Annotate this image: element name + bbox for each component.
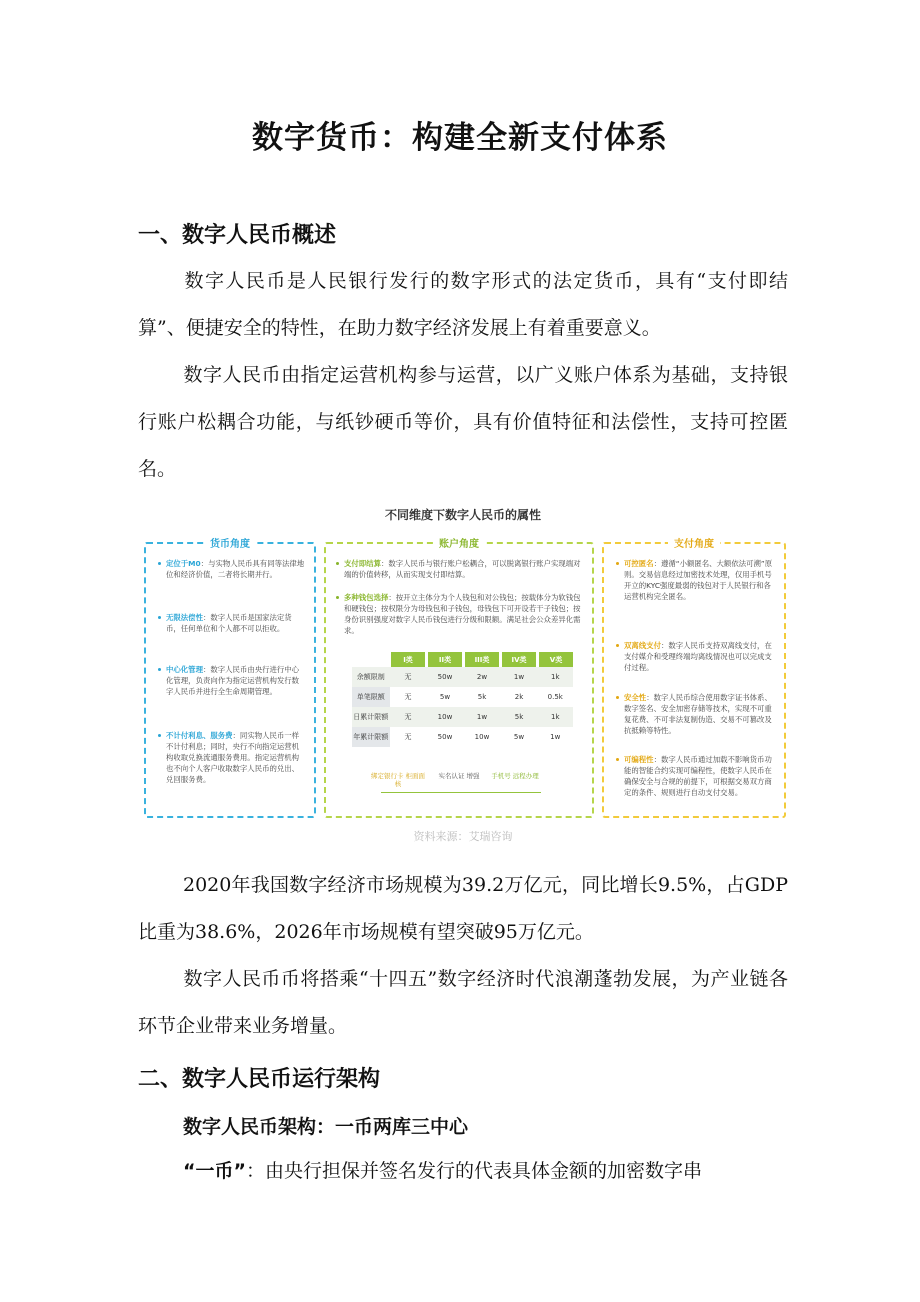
section-1-heading: 一、数字人民币概述 — [138, 223, 337, 248]
currency-perspective-panel — [144, 539, 316, 818]
table-cell: 1w — [464, 707, 501, 727]
figure-title: 不同维度下数字人民币的属性 — [384, 508, 541, 522]
table-cell: 无 — [390, 667, 427, 687]
payment-item: 安全性：数字人民币综合使用数字证书体系、数字签名、安全加密存储等技术，实现不可重复花费、不可非法复制伪造、交易不可篡改及抗抵赖等特性。 — [624, 692, 776, 736]
table-cell: 10w — [474, 733, 490, 741]
table-cell: 1k — [538, 667, 574, 687]
table-row — [352, 667, 573, 687]
table-row-header: 日累计限额 — [352, 707, 390, 727]
section-1-paragraph-2: 数字人民币由指定运营机构参与运营，以广义账户体系为基础，支持银行账户松耦合功能，与纸钞硬币等价，具有价值特征和法偿性，支持可控匿名。 — [138, 364, 788, 480]
currency-item: 无限法偿性：数字人民币是国家法定货币，任何单位和个人都不可以拒收。 — [166, 612, 306, 634]
currency-item: 定位于M0：与实物人民币具有同等法律地位和经济价值，二者将长期并行。 — [166, 558, 306, 580]
payment-item: 可控匿名：遵循“小额匿名、大额依法可溯”原则。交易信息经过加密技术处理，仅用手机号开立的KYC强度最弱的钱包对于人民银行和各运营机构完全匿名。 — [624, 558, 776, 602]
figure-source: 资料来源：艾瑞咨询 — [413, 830, 513, 843]
one-coin-term: “一币” — [183, 1160, 246, 1182]
table-cell: 2k — [514, 693, 524, 701]
section-2-paragraph-1: “一币”：由央行担保并签名发行的代表具体金额的加密数字串 — [183, 1160, 702, 1182]
legend-real-name: 实名认证 增强 — [438, 772, 480, 780]
section-2-heading: 二、数字人民币运行架构 — [138, 1067, 381, 1092]
section-1-paragraph-1: 数字人民币是人民银行发行的数字形式的法定货币，具有“支付即结算”、便捷安全的特性，在助力数字经济发展上有着重要意义。 — [138, 270, 788, 339]
table-header-row — [352, 652, 573, 667]
attributes-infographic — [138, 498, 788, 848]
table-cell: 0.5k — [547, 693, 563, 701]
market-size-paragraph: 2020年我国数字经济市场规模为39.2万亿元，同比增长9.5%，占GDP比重为38.6%，2026年市场规模有望突破95万亿元。 — [138, 874, 788, 943]
payment-item: 双离线支付：数字人民币支持双离线支付，在支付媒介和受理终端均离线情况也可以完成支付过程。 — [624, 640, 776, 673]
payment-item: 可编程性：数字人民币通过加载不影响货币功能的智能合约实现可编程性，使数字人民币在确保安全与合规的前提下，可根据交易双方商定的条件、规则进行自动支付交易。 — [624, 754, 776, 798]
table-cell: 50w — [427, 667, 464, 687]
account-item: 支付即结算：数字人民币与银行账户松耦合，可以脱离银行账户实现端对端的价值转移，从而实现支付即结算。 — [344, 558, 584, 580]
table-row — [352, 727, 573, 747]
account-perspective-panel — [324, 539, 594, 818]
section-2-subheading: 数字人民币架构：一币两库三中心 — [183, 1116, 469, 1138]
table-cell: 5k — [501, 707, 538, 727]
currency-item: 不计付利息、服务费：同实物人民币一样不计付利息；同时，央行不向指定运营机构收取兑换流通服务费用。指定运营机构也不向个人客户收取数字人民币的兑出、兑回服务费。 — [166, 730, 306, 785]
table-cell: 5k — [477, 693, 487, 701]
legend-bank-card: 绑定银行卡 柜面面核 — [370, 772, 426, 788]
table-cell: 1k — [538, 707, 574, 727]
table-cell: 无 — [390, 707, 427, 727]
table-header-cell: I类 — [390, 652, 427, 667]
currency-item: 中心化管理：数字人民币由央行进行中心化管理，负责向作为指定运营机构发行数字人民币并进行全生命周期管理。 — [166, 664, 306, 697]
table-cell: 1w — [550, 733, 561, 741]
table-header-cell: IV类 — [501, 652, 538, 667]
legend-phone: 手机号 远程办理 — [491, 772, 539, 780]
table-row-header: 年累计限额 — [352, 727, 390, 747]
table-cell: 5w — [513, 733, 525, 741]
table-row — [352, 707, 573, 727]
payment-panel-title: 支付角度 — [668, 535, 720, 550]
table-cell: 5w — [439, 693, 451, 701]
table-row-header: 余额限制 — [352, 667, 390, 687]
account-item: 多种钱包选择：按开立主体分为个人钱包和对公钱包；按载体分为软钱包和硬钱包；按权限分为母钱包和子钱包，母钱包下可开设若干子钱包；按身份识别强度对数字人民币钱包进行分级和限额。满足社会公众差异化需求。 — [344, 592, 584, 636]
fourteenth-five-year-paragraph: 数字人民币币将搭乘“十四五”数字经济时代浪潮蓬勃发展，为产业链各环节企业带来业务增量。 — [138, 968, 788, 1037]
table-cell: 无 — [404, 733, 412, 741]
table-header-cell: II类 — [427, 652, 464, 667]
table-cell: 2w — [464, 667, 501, 687]
legend-arrow-line — [381, 792, 541, 793]
page-title: 数字货币：构建全新支付体系 — [252, 120, 668, 156]
table-cell: 无 — [404, 693, 412, 701]
table-cell: 10w — [427, 707, 464, 727]
table-header-cell: V类 — [538, 652, 574, 667]
table-header-cell: III类 — [464, 652, 501, 667]
currency-panel-title: 货币角度 — [204, 535, 256, 550]
payment-perspective-panel — [602, 539, 786, 818]
table-row — [352, 687, 573, 707]
table-row-header: 单笔限额 — [352, 687, 390, 707]
table-cell: 50w — [437, 733, 453, 741]
account-panel-title: 账户角度 — [433, 535, 485, 550]
table-cell: 1w — [501, 667, 538, 687]
wallet-limit-table — [352, 652, 573, 747]
